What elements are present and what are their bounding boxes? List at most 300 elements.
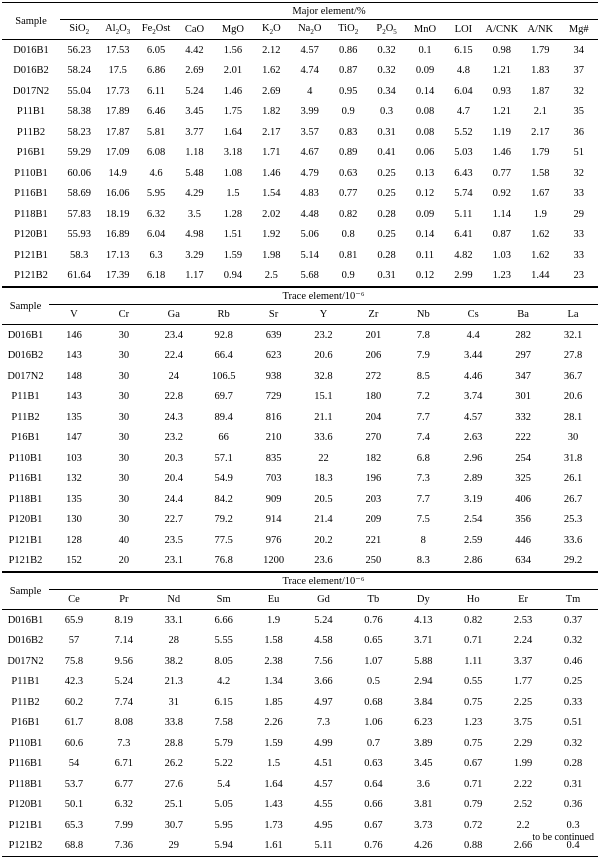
value-cell: 6.05 xyxy=(146,44,166,56)
value-cell: 75.8 xyxy=(64,655,84,667)
sample-id-cell: P16B1 xyxy=(16,147,46,159)
table-row xyxy=(2,510,598,531)
value-cell: 4.13 xyxy=(414,614,433,626)
value-cell: 33 xyxy=(573,249,584,261)
value-cell: 1.11 xyxy=(464,655,483,667)
value-cell: 0.71 xyxy=(464,778,483,790)
value-cell: 6.77 xyxy=(114,778,134,790)
value-cell: 0.75 xyxy=(464,737,483,749)
value-cell: 0.72 xyxy=(464,819,483,831)
column-header: Ga xyxy=(149,305,199,325)
value-cell: 4.46 xyxy=(464,370,483,382)
value-cell: 6.8 xyxy=(416,452,430,464)
value-cell: 0.33 xyxy=(563,696,583,708)
value-cell: 0.66 xyxy=(364,799,383,811)
value-cell: 32 xyxy=(573,85,584,97)
value-cell: 38.2 xyxy=(164,655,183,667)
column-header: A/NK xyxy=(521,20,559,40)
value-cell: 4.82 xyxy=(454,249,473,261)
value-cell: 639 xyxy=(265,329,282,341)
sample-id-cell: P16B1 xyxy=(11,717,40,729)
value-cell: 33 xyxy=(573,229,584,241)
value-cell: 77.5 xyxy=(214,534,233,546)
value-cell: 5.74 xyxy=(454,188,473,200)
value-cell: 132 xyxy=(66,473,82,485)
value-cell: 8.3 xyxy=(398,551,448,572)
value-cell: 1.79 xyxy=(531,44,550,56)
value-cell: 0.9 xyxy=(341,106,355,118)
value-cell: 0.32 xyxy=(563,635,583,647)
value-cell: 5.95 xyxy=(214,819,233,831)
column-header: Tb xyxy=(348,590,398,610)
value-cell: 7.7 xyxy=(416,411,430,423)
value-cell: 148 xyxy=(66,370,82,382)
value-cell: 4.29 xyxy=(185,188,204,200)
value-cell: 8.19 xyxy=(114,614,134,626)
sample-id-cell: P118B1 xyxy=(14,208,48,220)
sample-id-cell: P110B1 xyxy=(8,737,43,749)
value-cell: 3.45 xyxy=(414,758,433,770)
sample-id-cell: D016B1 xyxy=(7,614,44,626)
value-cell: 25.3 xyxy=(563,514,583,526)
value-cell: 6.43 xyxy=(454,167,473,179)
value-cell: 33.6 xyxy=(563,534,583,546)
sample-id-cell: D016B2 xyxy=(7,635,44,647)
column-header: Er xyxy=(498,590,548,610)
value-cell: 0.32 xyxy=(377,65,396,77)
value-cell: 4.57 xyxy=(314,778,333,790)
value-cell: 16.06 xyxy=(105,188,130,200)
table-row xyxy=(2,163,598,184)
value-cell: 1.5 xyxy=(226,188,240,200)
value-cell: 18.3 xyxy=(314,473,333,485)
column-header: $K_2O$ xyxy=(252,20,290,40)
value-cell: 0.46 xyxy=(563,655,583,667)
value-cell: 65.3 xyxy=(64,819,84,831)
value-cell: 0.08 xyxy=(415,106,435,118)
value-cell: 250 xyxy=(348,551,398,572)
value-cell: 5.55 xyxy=(214,635,233,647)
value-cell: 0.28 xyxy=(563,758,583,770)
value-cell: 180 xyxy=(365,391,382,403)
table-row xyxy=(2,366,598,387)
value-cell: 0.25 xyxy=(377,188,396,200)
column-header: Dy xyxy=(398,590,448,610)
column-header: Cr xyxy=(99,305,149,325)
value-cell: 3.73 xyxy=(414,819,433,831)
value-cell: 1.28 xyxy=(223,208,243,220)
value-cell: 1.64 xyxy=(223,126,243,138)
value-cell: 1.08 xyxy=(223,167,243,179)
value-cell: 58.69 xyxy=(67,188,92,200)
value-cell: 68.8 xyxy=(49,836,99,857)
value-cell: 30.7 xyxy=(164,819,183,831)
value-cell: 1.23 xyxy=(483,266,521,287)
value-cell: 835 xyxy=(265,452,282,464)
value-cell: 0.3 xyxy=(566,819,580,831)
value-cell: 3.57 xyxy=(300,126,319,138)
table-row xyxy=(2,692,598,713)
value-cell: 23 xyxy=(559,266,598,287)
value-cell: 23.6 xyxy=(299,551,349,572)
value-cell: 4.83 xyxy=(300,188,319,200)
value-cell: 33 xyxy=(573,188,584,200)
table-row xyxy=(2,733,598,754)
value-cell: 5.11 xyxy=(454,208,473,220)
value-cell: 2.26 xyxy=(264,717,283,729)
value-cell: 0.68 xyxy=(364,696,383,708)
value-cell: 103 xyxy=(66,452,82,464)
value-cell: 0.09 xyxy=(415,65,435,77)
value-cell: 59.29 xyxy=(67,147,92,159)
value-cell: 5.03 xyxy=(454,147,473,159)
value-cell: 135 xyxy=(66,411,82,423)
column-header: $Na_2O$ xyxy=(291,20,329,40)
value-cell: 106.5 xyxy=(211,370,236,382)
column-header: Ba xyxy=(498,305,548,325)
value-cell: 8.08 xyxy=(114,717,134,729)
value-cell: 7.74 xyxy=(114,696,134,708)
table-row xyxy=(2,225,598,246)
value-cell: 143 xyxy=(66,350,82,362)
value-cell: 0.32 xyxy=(377,44,396,56)
value-cell: 1.61 xyxy=(249,836,299,857)
value-cell: 27.8 xyxy=(563,350,583,362)
table-row xyxy=(2,81,598,102)
value-cell: 8.05 xyxy=(214,655,233,667)
value-cell: 30 xyxy=(118,370,130,382)
value-cell: 0.06 xyxy=(415,147,435,159)
value-cell: 33.6 xyxy=(314,432,333,444)
column-header: Sm xyxy=(199,590,249,610)
value-cell: 76.8 xyxy=(199,551,249,572)
value-cell: 0.93 xyxy=(492,85,512,97)
value-cell: 60.2 xyxy=(64,696,84,708)
value-cell: 1.56 xyxy=(223,44,243,56)
value-cell: 5.95 xyxy=(146,188,166,200)
value-cell: 634 xyxy=(498,551,548,572)
sample-header: Sample xyxy=(2,573,49,610)
trace-element-table-1 xyxy=(2,287,598,572)
value-cell: 6.86 xyxy=(146,65,166,77)
value-cell: 1.99 xyxy=(513,758,533,770)
value-cell: 51 xyxy=(573,147,584,159)
value-cell: 5.52 xyxy=(454,126,473,138)
value-cell: 60.06 xyxy=(67,167,92,179)
sample-id-cell: P16B1 xyxy=(11,432,40,444)
table-row xyxy=(2,651,598,672)
value-cell: 30 xyxy=(118,411,130,423)
value-cell: 37 xyxy=(573,65,584,77)
group-header: Major element/% xyxy=(60,3,598,20)
value-cell: 20 xyxy=(99,551,149,572)
sample-id-cell: D017N2 xyxy=(7,370,44,382)
value-cell: 0.65 xyxy=(364,635,383,647)
value-cell: 69.7 xyxy=(214,391,233,403)
value-cell: 17.13 xyxy=(105,249,130,261)
value-cell: 0.95 xyxy=(338,85,358,97)
value-cell: 30 xyxy=(118,329,130,341)
value-cell: 3.66 xyxy=(314,676,333,688)
value-cell: 32.8 xyxy=(314,370,333,382)
value-cell: 0.25 xyxy=(377,167,396,179)
value-cell: 5.14 xyxy=(300,249,319,261)
value-cell: 20.6 xyxy=(314,350,333,362)
table-row xyxy=(2,631,598,652)
value-cell: 347 xyxy=(515,370,531,382)
value-cell: 938 xyxy=(265,370,282,382)
value-cell: 53.7 xyxy=(64,778,84,790)
value-cell: 152 xyxy=(49,551,99,572)
value-cell: 7.5 xyxy=(416,514,430,526)
value-cell: 7.14 xyxy=(114,635,134,647)
value-cell: 1.21 xyxy=(492,106,512,118)
value-cell: 0.41 xyxy=(377,147,396,159)
value-cell: 4.55 xyxy=(314,799,333,811)
value-cell: 0.12 xyxy=(415,188,435,200)
value-cell: 0.76 xyxy=(348,836,398,857)
table-row xyxy=(2,713,598,734)
sample-id-cell: P11B1 xyxy=(11,676,40,688)
value-cell: 7.9 xyxy=(416,350,430,362)
value-cell: 1.85 xyxy=(264,696,283,708)
value-cell: 31 xyxy=(168,696,180,708)
value-cell: 5.79 xyxy=(214,737,233,749)
value-cell: 5.48 xyxy=(185,167,204,179)
value-cell: 9.56 xyxy=(114,655,134,667)
column-header: Pr xyxy=(99,590,149,610)
value-cell: 26.1 xyxy=(563,473,583,485)
value-cell: 2.63 xyxy=(464,432,483,444)
value-cell: 61.7 xyxy=(64,717,84,729)
value-cell: 7.58 xyxy=(214,717,233,729)
sample-id-cell: D017N2 xyxy=(12,85,50,97)
value-cell: 2.53 xyxy=(513,614,533,626)
value-cell: 6.15 xyxy=(214,696,233,708)
column-header: V xyxy=(49,305,99,325)
sample-id-cell: P11B2 xyxy=(16,126,46,138)
value-cell: 57.83 xyxy=(67,208,92,220)
value-cell: 1.64 xyxy=(264,778,283,790)
sample-id-cell: P116B1 xyxy=(8,473,43,485)
value-cell: 0.83 xyxy=(338,126,358,138)
value-cell: 20.3 xyxy=(164,452,183,464)
value-cell: 356 xyxy=(515,514,531,526)
value-cell: 7.3 xyxy=(316,717,331,729)
value-cell: 182 xyxy=(365,452,382,464)
value-cell: 55.93 xyxy=(67,229,92,241)
value-cell: 17.87 xyxy=(105,126,130,138)
value-cell: 30 xyxy=(567,432,579,444)
table-row xyxy=(2,245,598,266)
value-cell: 23.5 xyxy=(164,534,183,546)
value-cell: 8.5 xyxy=(416,370,430,382)
value-cell: 6.3 xyxy=(149,249,163,261)
value-cell: 0.08 xyxy=(415,126,435,138)
value-cell: 0.63 xyxy=(364,758,383,770)
value-cell: 5.24 xyxy=(314,614,333,626)
value-cell: 1.67 xyxy=(531,188,550,200)
value-cell: 30 xyxy=(118,473,130,485)
value-cell: 35 xyxy=(573,106,584,118)
value-cell: 0.25 xyxy=(563,676,583,688)
value-cell: 5.24 xyxy=(185,85,204,97)
table-row xyxy=(2,754,598,775)
value-cell: 6.08 xyxy=(146,147,166,159)
value-cell: 28.8 xyxy=(164,737,183,749)
value-cell: 1.98 xyxy=(262,249,281,261)
value-cell: 1200 xyxy=(249,551,299,572)
value-cell: 2.52 xyxy=(513,799,533,811)
column-header: Zr xyxy=(348,305,398,325)
value-cell: 27.6 xyxy=(164,778,183,790)
value-cell: 5.05 xyxy=(214,799,233,811)
value-cell: 5.06 xyxy=(300,229,319,241)
value-cell: 4.57 xyxy=(464,411,483,423)
column-header: $Fe_2Ost$ xyxy=(137,20,175,40)
value-cell: 1.62 xyxy=(531,249,550,261)
value-cell: 147 xyxy=(66,432,82,444)
value-cell: 2.38 xyxy=(264,655,283,667)
value-cell: 24.3 xyxy=(164,411,183,423)
column-header: Sr xyxy=(249,305,299,325)
column-header: MgO xyxy=(214,20,252,40)
sample-id-cell: P120B1 xyxy=(8,799,43,811)
value-cell: 33.8 xyxy=(164,717,183,729)
value-cell: 3.44 xyxy=(464,350,483,362)
value-cell: 0.28 xyxy=(377,249,396,261)
sample-id-cell: D016B2 xyxy=(7,350,44,362)
table-row xyxy=(2,346,598,367)
value-cell: 6.32 xyxy=(114,799,134,811)
value-cell: 3.29 xyxy=(185,249,204,261)
data-table xyxy=(2,572,598,857)
value-cell: 26.2 xyxy=(164,758,183,770)
value-cell: 21.1 xyxy=(314,411,333,423)
value-cell: 20.5 xyxy=(314,493,333,505)
value-cell: 4.26 xyxy=(398,836,448,857)
value-cell: 29 xyxy=(149,836,199,857)
value-cell: 23.4 xyxy=(164,329,183,341)
value-cell: 5.88 xyxy=(414,655,433,667)
value-cell: 17.53 xyxy=(105,44,130,56)
value-cell: 42.3 xyxy=(64,676,84,688)
value-cell: 325 xyxy=(515,473,531,485)
value-cell: 58.24 xyxy=(67,65,92,77)
sample-id-cell: P11B2 xyxy=(11,411,40,423)
value-cell: 30 xyxy=(118,514,130,526)
value-cell: 6.32 xyxy=(146,208,166,220)
sample-id-cell: P118B1 xyxy=(8,493,43,505)
table-row xyxy=(2,428,598,449)
value-cell: 3.77 xyxy=(185,126,204,138)
value-cell: 17.09 xyxy=(105,147,130,159)
continued-note: to be continued xyxy=(532,832,594,843)
value-cell: 21.4 xyxy=(314,514,333,526)
value-cell: 0.31 xyxy=(377,126,396,138)
table-row xyxy=(2,530,598,551)
value-cell: 16.89 xyxy=(105,229,130,241)
value-cell: 4.48 xyxy=(300,208,319,220)
value-cell: 4.7 xyxy=(456,106,470,118)
value-cell: 0.79 xyxy=(464,799,483,811)
value-cell: 28.1 xyxy=(563,411,583,423)
column-header: LOI xyxy=(444,20,482,40)
value-cell: 1.06 xyxy=(364,717,383,729)
value-cell: 23.1 xyxy=(149,551,199,572)
value-cell: 1.62 xyxy=(531,229,550,241)
value-cell: 50.1 xyxy=(64,799,84,811)
value-cell: 7.7 xyxy=(416,493,430,505)
value-cell: 301 xyxy=(515,391,531,403)
value-cell: 272 xyxy=(365,370,382,382)
value-cell: 7.2 xyxy=(416,391,430,403)
value-cell: 446 xyxy=(515,534,531,546)
value-cell: 2.2 xyxy=(516,819,530,831)
value-cell: 3.84 xyxy=(414,696,433,708)
value-cell: 0.98 xyxy=(492,44,512,56)
value-cell: 1.77 xyxy=(513,676,533,688)
value-cell: 3.89 xyxy=(414,737,433,749)
value-cell: 1.14 xyxy=(492,208,512,220)
value-cell: 29 xyxy=(573,208,584,220)
value-cell: 0.31 xyxy=(563,778,583,790)
value-cell: 20.4 xyxy=(164,473,183,485)
value-cell: 22.4 xyxy=(164,350,183,362)
table-row xyxy=(2,325,598,346)
value-cell: 3.5 xyxy=(187,208,202,220)
value-cell: 6.18 xyxy=(137,266,175,287)
table-row xyxy=(2,672,598,693)
table-row xyxy=(2,61,598,82)
table-row xyxy=(2,184,598,205)
value-cell: 203 xyxy=(365,493,382,505)
sample-id-cell: P116B1 xyxy=(14,188,48,200)
value-cell: 14.9 xyxy=(108,167,127,179)
value-cell: 36 xyxy=(573,126,584,138)
value-cell: 0.86 xyxy=(338,44,358,56)
table-row xyxy=(2,122,598,143)
value-cell: 30 xyxy=(118,350,130,362)
value-cell: 222 xyxy=(515,432,531,444)
value-cell: 20.2 xyxy=(314,534,333,546)
value-cell: 4.67 xyxy=(300,147,319,159)
value-cell: 204 xyxy=(365,411,382,423)
value-cell: 5.11 xyxy=(299,836,349,857)
value-cell: 2.22 xyxy=(513,778,533,790)
value-cell: 0.25 xyxy=(377,229,396,241)
value-cell: 92.8 xyxy=(214,329,233,341)
value-cell: 7.3 xyxy=(117,737,131,749)
value-cell: 8 xyxy=(420,534,426,546)
value-cell: 65.9 xyxy=(64,614,84,626)
sample-header: Sample xyxy=(2,3,60,40)
value-cell: 84.2 xyxy=(214,493,233,505)
value-cell: 66.4 xyxy=(214,350,233,362)
sample-id-cell: D016B1 xyxy=(7,329,44,341)
value-cell: 0.51 xyxy=(563,717,583,729)
value-cell: 4.99 xyxy=(314,737,333,749)
value-cell: 143 xyxy=(66,391,82,403)
value-cell: 56.23 xyxy=(67,44,92,56)
value-cell: 0.13 xyxy=(415,167,435,179)
value-cell: 4.2 xyxy=(217,676,231,688)
value-cell: 0.55 xyxy=(464,676,483,688)
value-cell: 3.6 xyxy=(416,778,430,790)
value-cell: 66 xyxy=(218,432,229,444)
value-cell: 816 xyxy=(265,411,282,423)
value-cell: 0.12 xyxy=(406,266,444,287)
